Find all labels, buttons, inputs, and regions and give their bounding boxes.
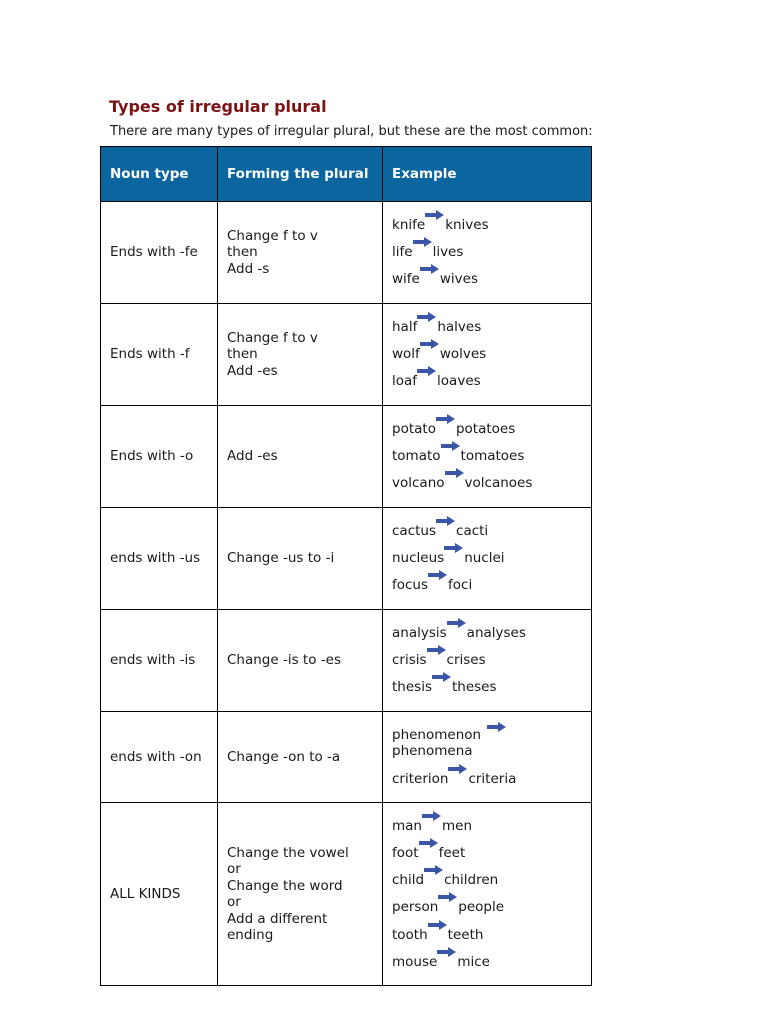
example-cell bbox=[383, 202, 592, 304]
singular-word: crisis bbox=[392, 652, 427, 669]
noun-type-cell: ALL KINDS bbox=[101, 803, 218, 986]
singular-word: tomato bbox=[392, 448, 441, 465]
example-cell bbox=[383, 712, 592, 803]
singular-word: tooth bbox=[392, 926, 428, 943]
example-pair bbox=[392, 652, 583, 669]
singular-word: half bbox=[392, 319, 418, 336]
right-arrow-icon bbox=[428, 920, 448, 930]
table-row bbox=[101, 304, 592, 406]
plural-word: theses bbox=[451, 679, 497, 696]
example-pair bbox=[392, 319, 583, 336]
right-arrow-icon bbox=[424, 865, 444, 875]
example-pair bbox=[392, 448, 583, 465]
table-row bbox=[101, 712, 592, 803]
forming-rule-line: Add -es bbox=[227, 448, 278, 465]
forming-rule-line: Add -es bbox=[227, 362, 278, 379]
example-cell bbox=[383, 610, 592, 712]
right-arrow-icon bbox=[427, 645, 447, 655]
noun-type-cell: ends with -us bbox=[101, 508, 218, 610]
plural-word: people bbox=[458, 899, 505, 916]
forming-rule-line: Add a different bbox=[227, 910, 328, 927]
plural-word: volcanoes bbox=[464, 475, 533, 492]
singular-word: life bbox=[392, 244, 413, 261]
right-arrow-icon bbox=[444, 543, 464, 553]
plural-word: wives bbox=[439, 271, 478, 288]
right-arrow-icon bbox=[419, 838, 439, 848]
singular-word: potato bbox=[392, 421, 436, 438]
forming-rule-cell bbox=[218, 803, 383, 986]
header-forming-the-plural: Forming the plural bbox=[218, 147, 383, 202]
example-pair bbox=[392, 217, 583, 234]
table-row bbox=[101, 406, 592, 508]
singular-word: foot bbox=[392, 844, 419, 861]
plural-word: nuclei bbox=[464, 550, 505, 567]
table-row bbox=[101, 202, 592, 304]
singular-word: analysis bbox=[392, 625, 447, 642]
example-pair bbox=[392, 523, 583, 540]
right-arrow-icon bbox=[447, 618, 467, 628]
table-row bbox=[101, 610, 592, 712]
forming-rule-cell bbox=[218, 202, 383, 304]
right-arrow-icon bbox=[422, 811, 442, 821]
forming-rule-line: Change the word bbox=[227, 877, 343, 894]
table-body bbox=[101, 202, 592, 986]
right-arrow-icon bbox=[420, 339, 440, 349]
right-arrow-icon bbox=[437, 947, 457, 957]
forming-rule-line: then bbox=[227, 244, 258, 261]
noun-type-cell: Ends with -fe bbox=[101, 202, 218, 304]
forming-rule-line: Change the vowel bbox=[227, 844, 349, 861]
example-pair bbox=[392, 679, 583, 696]
irregular-plural-table bbox=[100, 146, 592, 986]
right-arrow-icon bbox=[428, 570, 448, 580]
singular-word: man bbox=[392, 817, 422, 834]
plural-word: wolves bbox=[439, 346, 487, 363]
forming-rule-cell bbox=[218, 508, 383, 610]
right-arrow-icon bbox=[438, 892, 458, 902]
plural-word: mice bbox=[457, 953, 490, 970]
example-pair bbox=[392, 475, 583, 492]
forming-rule-line: Add -s bbox=[227, 260, 270, 277]
right-arrow-icon bbox=[417, 366, 437, 376]
singular-word: focus bbox=[392, 577, 429, 594]
example-pair bbox=[392, 727, 583, 760]
table-row bbox=[101, 803, 592, 986]
noun-type-cell: ends with -is bbox=[101, 610, 218, 712]
singular-word: wife bbox=[392, 271, 420, 288]
plural-word: men bbox=[441, 817, 472, 834]
example-pair bbox=[392, 818, 583, 835]
singular-word: person bbox=[392, 899, 439, 916]
example-pair bbox=[392, 899, 583, 916]
right-arrow-icon bbox=[436, 414, 456, 424]
forming-rule-cell bbox=[218, 304, 383, 406]
right-arrow-icon bbox=[441, 441, 461, 451]
right-arrow-icon bbox=[487, 722, 507, 732]
table-header-row bbox=[101, 147, 592, 202]
forming-rule-cell bbox=[218, 610, 383, 712]
plural-word: lives bbox=[432, 244, 464, 261]
right-arrow-icon bbox=[436, 516, 456, 526]
example-pair bbox=[392, 577, 583, 594]
singular-word: cactus bbox=[392, 523, 437, 540]
singular-word: loaf bbox=[392, 373, 418, 390]
plural-word: crises bbox=[446, 652, 486, 669]
noun-type-cell: ends with -on bbox=[101, 712, 218, 803]
plural-word: feet bbox=[438, 844, 466, 861]
forming-rule-line: ending bbox=[227, 927, 274, 943]
plural-word: phenomena bbox=[392, 743, 473, 760]
singular-word: criterion bbox=[392, 770, 449, 787]
noun-type-cell: Ends with -o bbox=[101, 406, 218, 508]
singular-word: child bbox=[392, 872, 425, 889]
right-arrow-icon bbox=[413, 237, 433, 247]
plural-word: cacti bbox=[456, 523, 489, 540]
forming-rule-line: or bbox=[227, 861, 241, 877]
example-pair bbox=[392, 373, 583, 390]
forming-rule-line: Change -on to -a bbox=[227, 748, 341, 765]
plural-word: foci bbox=[448, 577, 473, 594]
plural-word: halves bbox=[437, 319, 482, 336]
singular-word: thesis bbox=[392, 679, 432, 696]
singular-word: volcano bbox=[392, 475, 445, 492]
plural-word: criteria bbox=[468, 770, 517, 787]
plural-word: tomatoes bbox=[460, 448, 525, 465]
example-pair bbox=[392, 625, 583, 642]
plural-word: analyses bbox=[466, 625, 526, 642]
header-noun-type: Noun type bbox=[101, 147, 218, 202]
forming-rule-line: Change -us to -i bbox=[227, 550, 335, 567]
intro-text: There are many types of irregular plural, but these are the most common: bbox=[110, 124, 593, 139]
header-example: Example bbox=[383, 147, 592, 202]
plural-word: knives bbox=[445, 217, 489, 234]
example-pair bbox=[392, 346, 583, 363]
example-pair bbox=[392, 845, 583, 862]
forming-rule-line: Change -is to -es bbox=[227, 652, 341, 669]
table-row bbox=[101, 508, 592, 610]
forming-rule-line: or bbox=[227, 894, 241, 910]
singular-word: knife bbox=[392, 217, 426, 234]
example-pair bbox=[392, 927, 583, 944]
plural-word: loaves bbox=[437, 373, 481, 390]
example-cell bbox=[383, 508, 592, 610]
forming-rule-line: then bbox=[227, 346, 258, 363]
singular-word: mouse bbox=[392, 953, 438, 970]
forming-rule-cell bbox=[218, 712, 383, 803]
plural-word: teeth bbox=[447, 926, 484, 943]
forming-rule-line: Change f to v bbox=[227, 329, 318, 346]
singular-word: wolf bbox=[392, 346, 420, 363]
example-cell bbox=[383, 406, 592, 508]
example-pair bbox=[392, 872, 583, 889]
right-arrow-icon bbox=[420, 264, 440, 274]
forming-rule-line: Change f to v bbox=[227, 227, 318, 244]
example-pair bbox=[392, 421, 583, 438]
example-pair bbox=[392, 550, 583, 567]
singular-word: phenomenon bbox=[392, 726, 482, 743]
right-arrow-icon bbox=[448, 764, 468, 774]
example-pair bbox=[392, 244, 583, 261]
right-arrow-icon bbox=[432, 672, 452, 682]
plural-word: children bbox=[444, 872, 499, 889]
forming-rule-cell bbox=[218, 406, 383, 508]
example-pair bbox=[392, 771, 583, 788]
right-arrow-icon bbox=[445, 468, 465, 478]
example-cell bbox=[383, 803, 592, 986]
example-pair bbox=[392, 954, 583, 971]
right-arrow-icon bbox=[425, 210, 445, 220]
example-cell bbox=[383, 304, 592, 406]
right-arrow-icon bbox=[417, 312, 437, 322]
plural-word: potatoes bbox=[455, 421, 516, 438]
singular-word: nucleus bbox=[392, 550, 445, 567]
noun-type-cell: Ends with -f bbox=[101, 304, 218, 406]
example-pair bbox=[392, 271, 583, 288]
page-title: Types of irregular plural bbox=[109, 97, 327, 116]
